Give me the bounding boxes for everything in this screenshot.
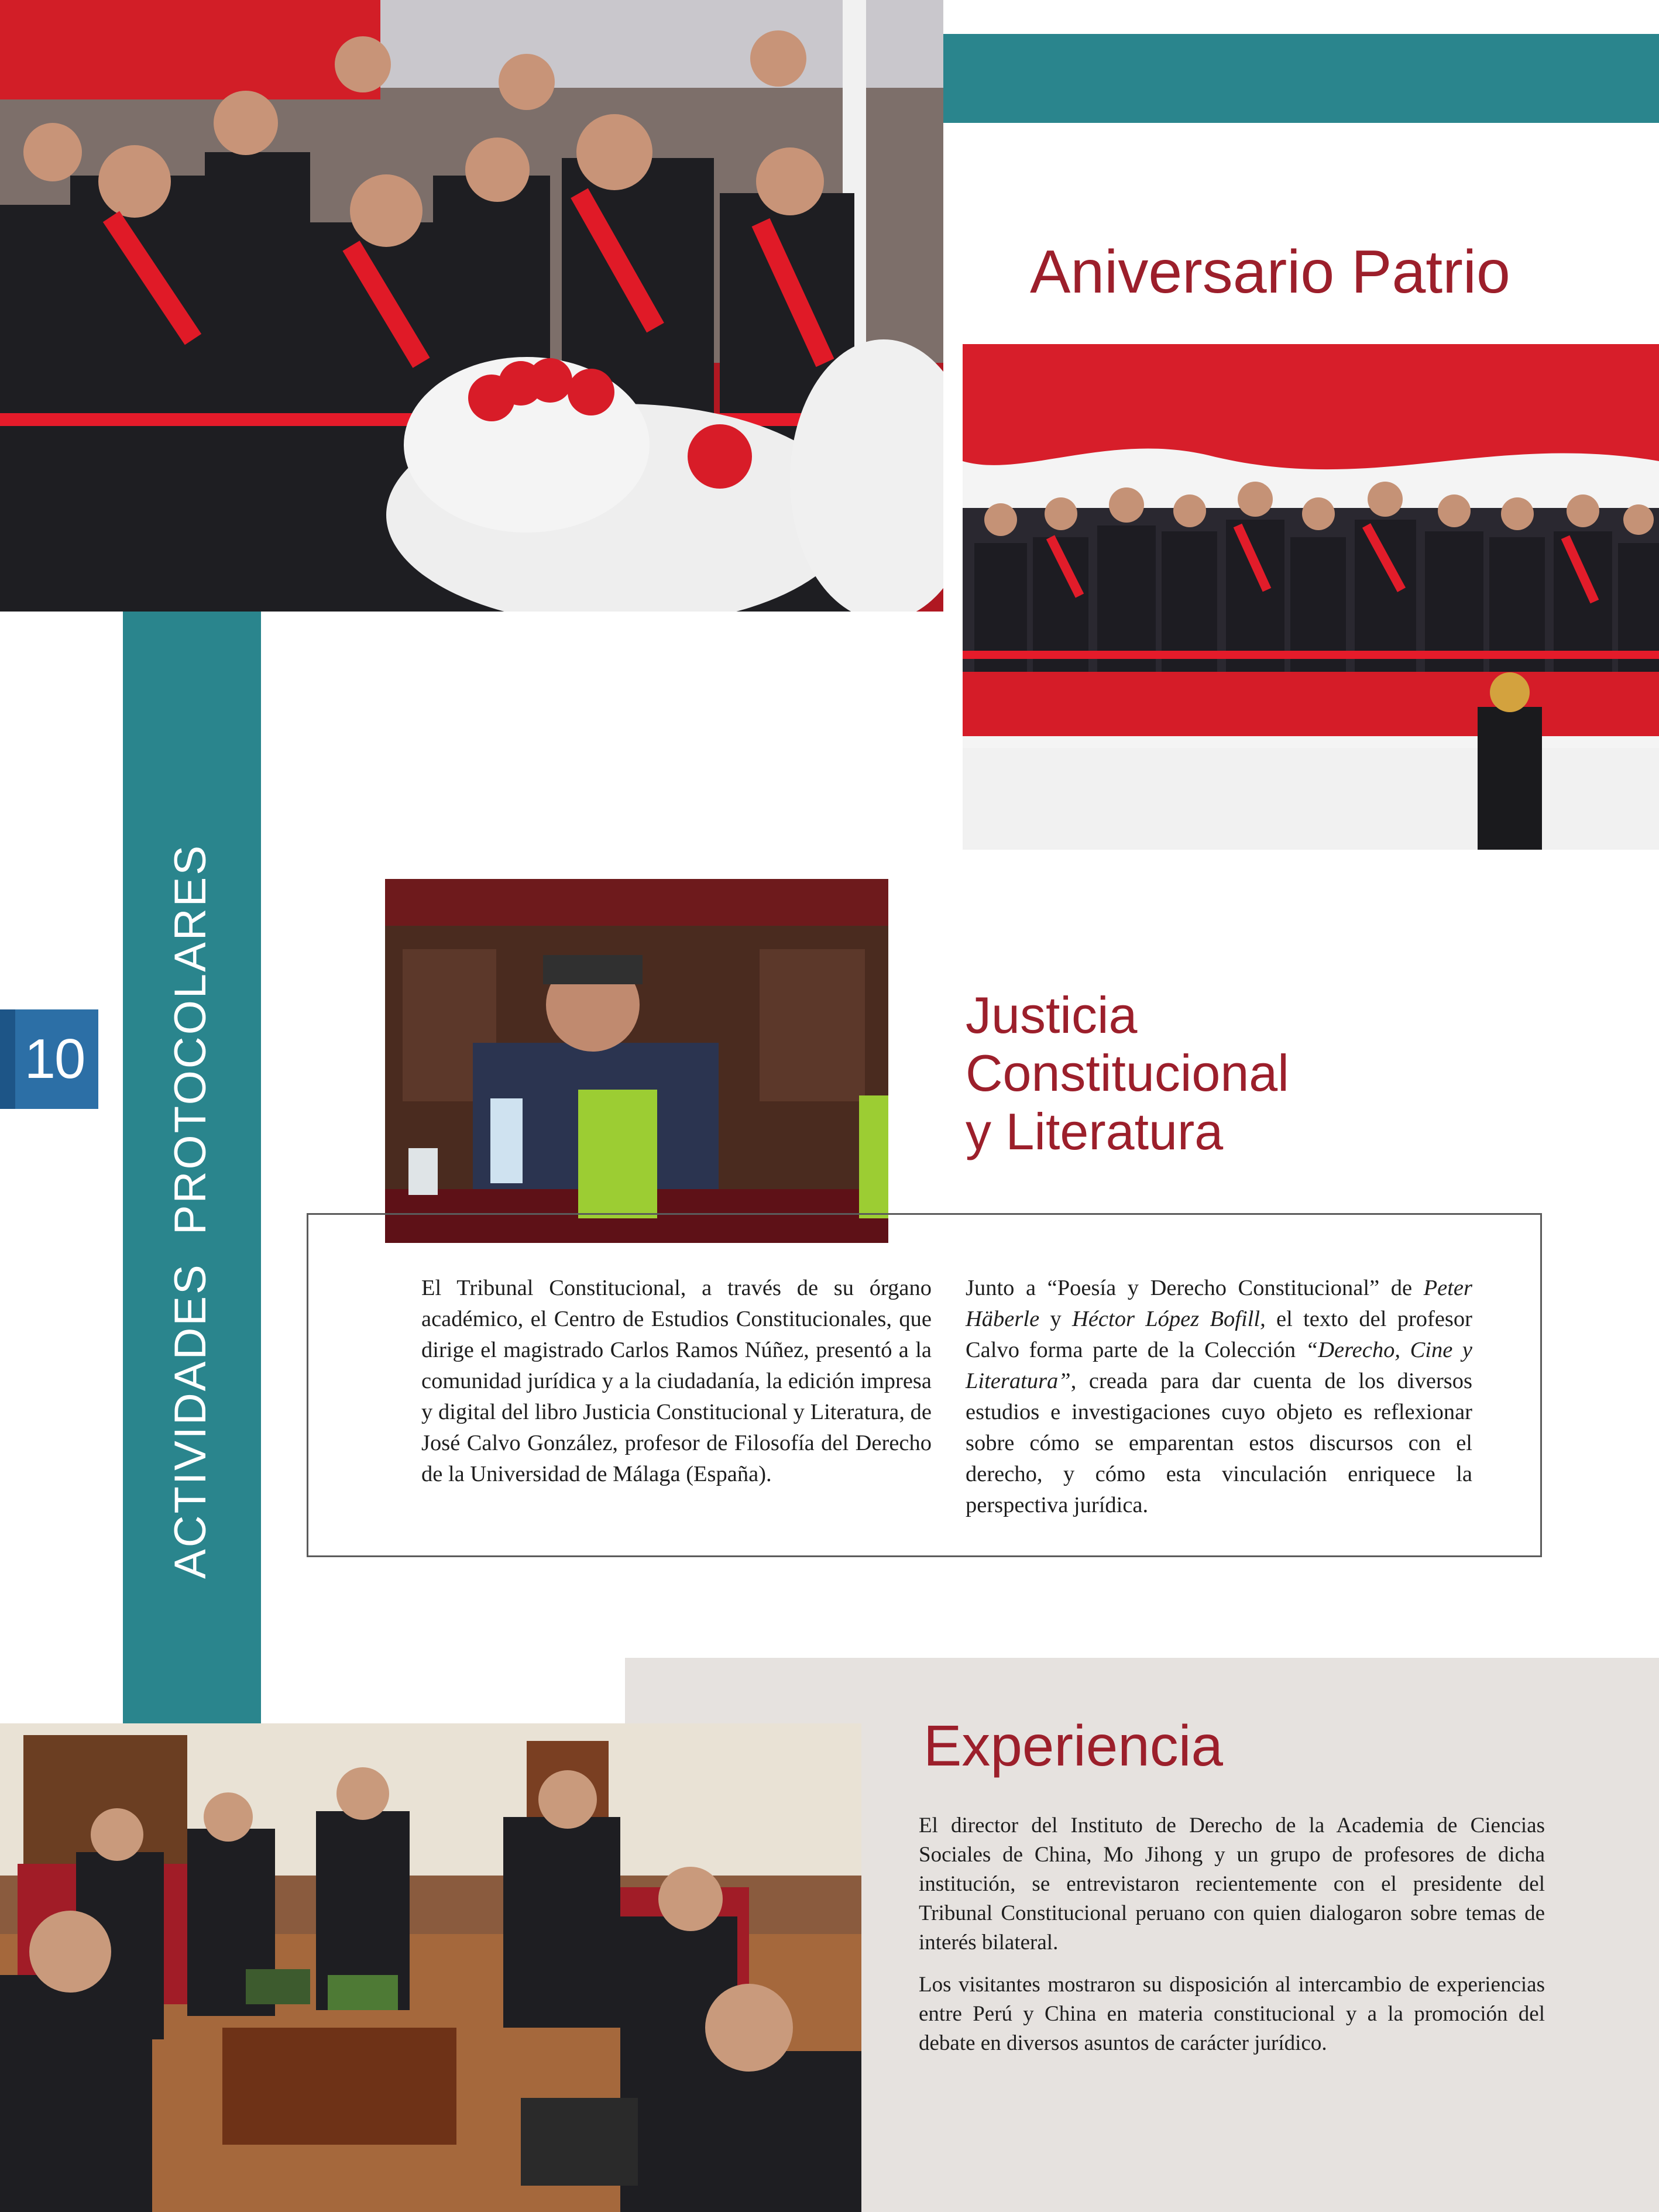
photo-speaker-book	[385, 879, 888, 1243]
text-run: el texto del profesor Calvo forma parte de la Colección	[966, 1307, 1472, 1362]
section-title-vertical	[132, 843, 249, 1579]
author-name: Héctor López Bofill,	[1072, 1307, 1266, 1331]
photo-meeting-visitors	[0, 1723, 861, 2212]
text-run: Junto a “Poesía y Derecho Constitucional” de	[966, 1276, 1424, 1300]
heading-justicia-constitucional	[966, 986, 1289, 1160]
teal-header-bar	[943, 34, 1659, 123]
text-run: , creada para dar cuenta de los diversos estudios e investigaciones cuyo objeto es reflexionar sobre cómo se emparentan estos discursos con el derecho, y cómo esta vinculación enriquece la perspectiva jurídica.	[966, 1369, 1472, 1517]
photo-officials-horses	[0, 0, 943, 612]
heading-line: y Literatura	[966, 1102, 1224, 1160]
experiencia-paragraph-2: Los visitantes mostraron su disposición al intercambio de experiencias entre Perú y China en materia constitucional y a la promoción del debate en diversos asuntos de carácter jurídico.	[919, 1973, 1545, 2055]
article-column-1: El Tribunal Constitucional, a través de su órgano académico, el Centro de Estudios Constitucionales, que dirige el magistrado Carlos Ramos Núñez, presentó a la comunidad jurídica y a la ciudadanía, la edición impresa y digital del libro Justicia Constitucional y Literatura, de José Calvo González, profesor de Filosofía del Derecho de la Universidad de Málaga (España).	[421, 1276, 932, 1486]
heading-line: Constitucional	[966, 1044, 1289, 1102]
author-name: Peter Häberle	[966, 1276, 1472, 1331]
heading-line: Justicia	[966, 986, 1138, 1044]
experiencia-text	[919, 1811, 1545, 2071]
heading-experiencia: Experiencia	[923, 1713, 1224, 1778]
collection-name: “Derecho, Cine y Literatura”	[966, 1338, 1473, 1393]
article-column-2	[966, 1273, 1472, 1521]
section-title-text: ACTIVIDADES PROTOCOLARES	[165, 843, 215, 1579]
text-run: y	[1039, 1307, 1073, 1331]
photo-tribune-officials	[963, 344, 1659, 850]
page-number: 10	[24, 1028, 85, 1090]
experiencia-paragraph-1: El director del Instituto de Derecho de la Academia de Ciencias Sociales de China, Mo Jihong y un grupo de profesores de dicha institución, se entrevistaron recientemente con el presidente del Tribunal Constitucional peruano con quien dialogaron sobre temas de interés bilateral.	[919, 1813, 1545, 1955]
heading-aniversario-patrio: Aniversario Patrio	[1030, 238, 1510, 306]
page-number-accent	[0, 1009, 15, 1109]
